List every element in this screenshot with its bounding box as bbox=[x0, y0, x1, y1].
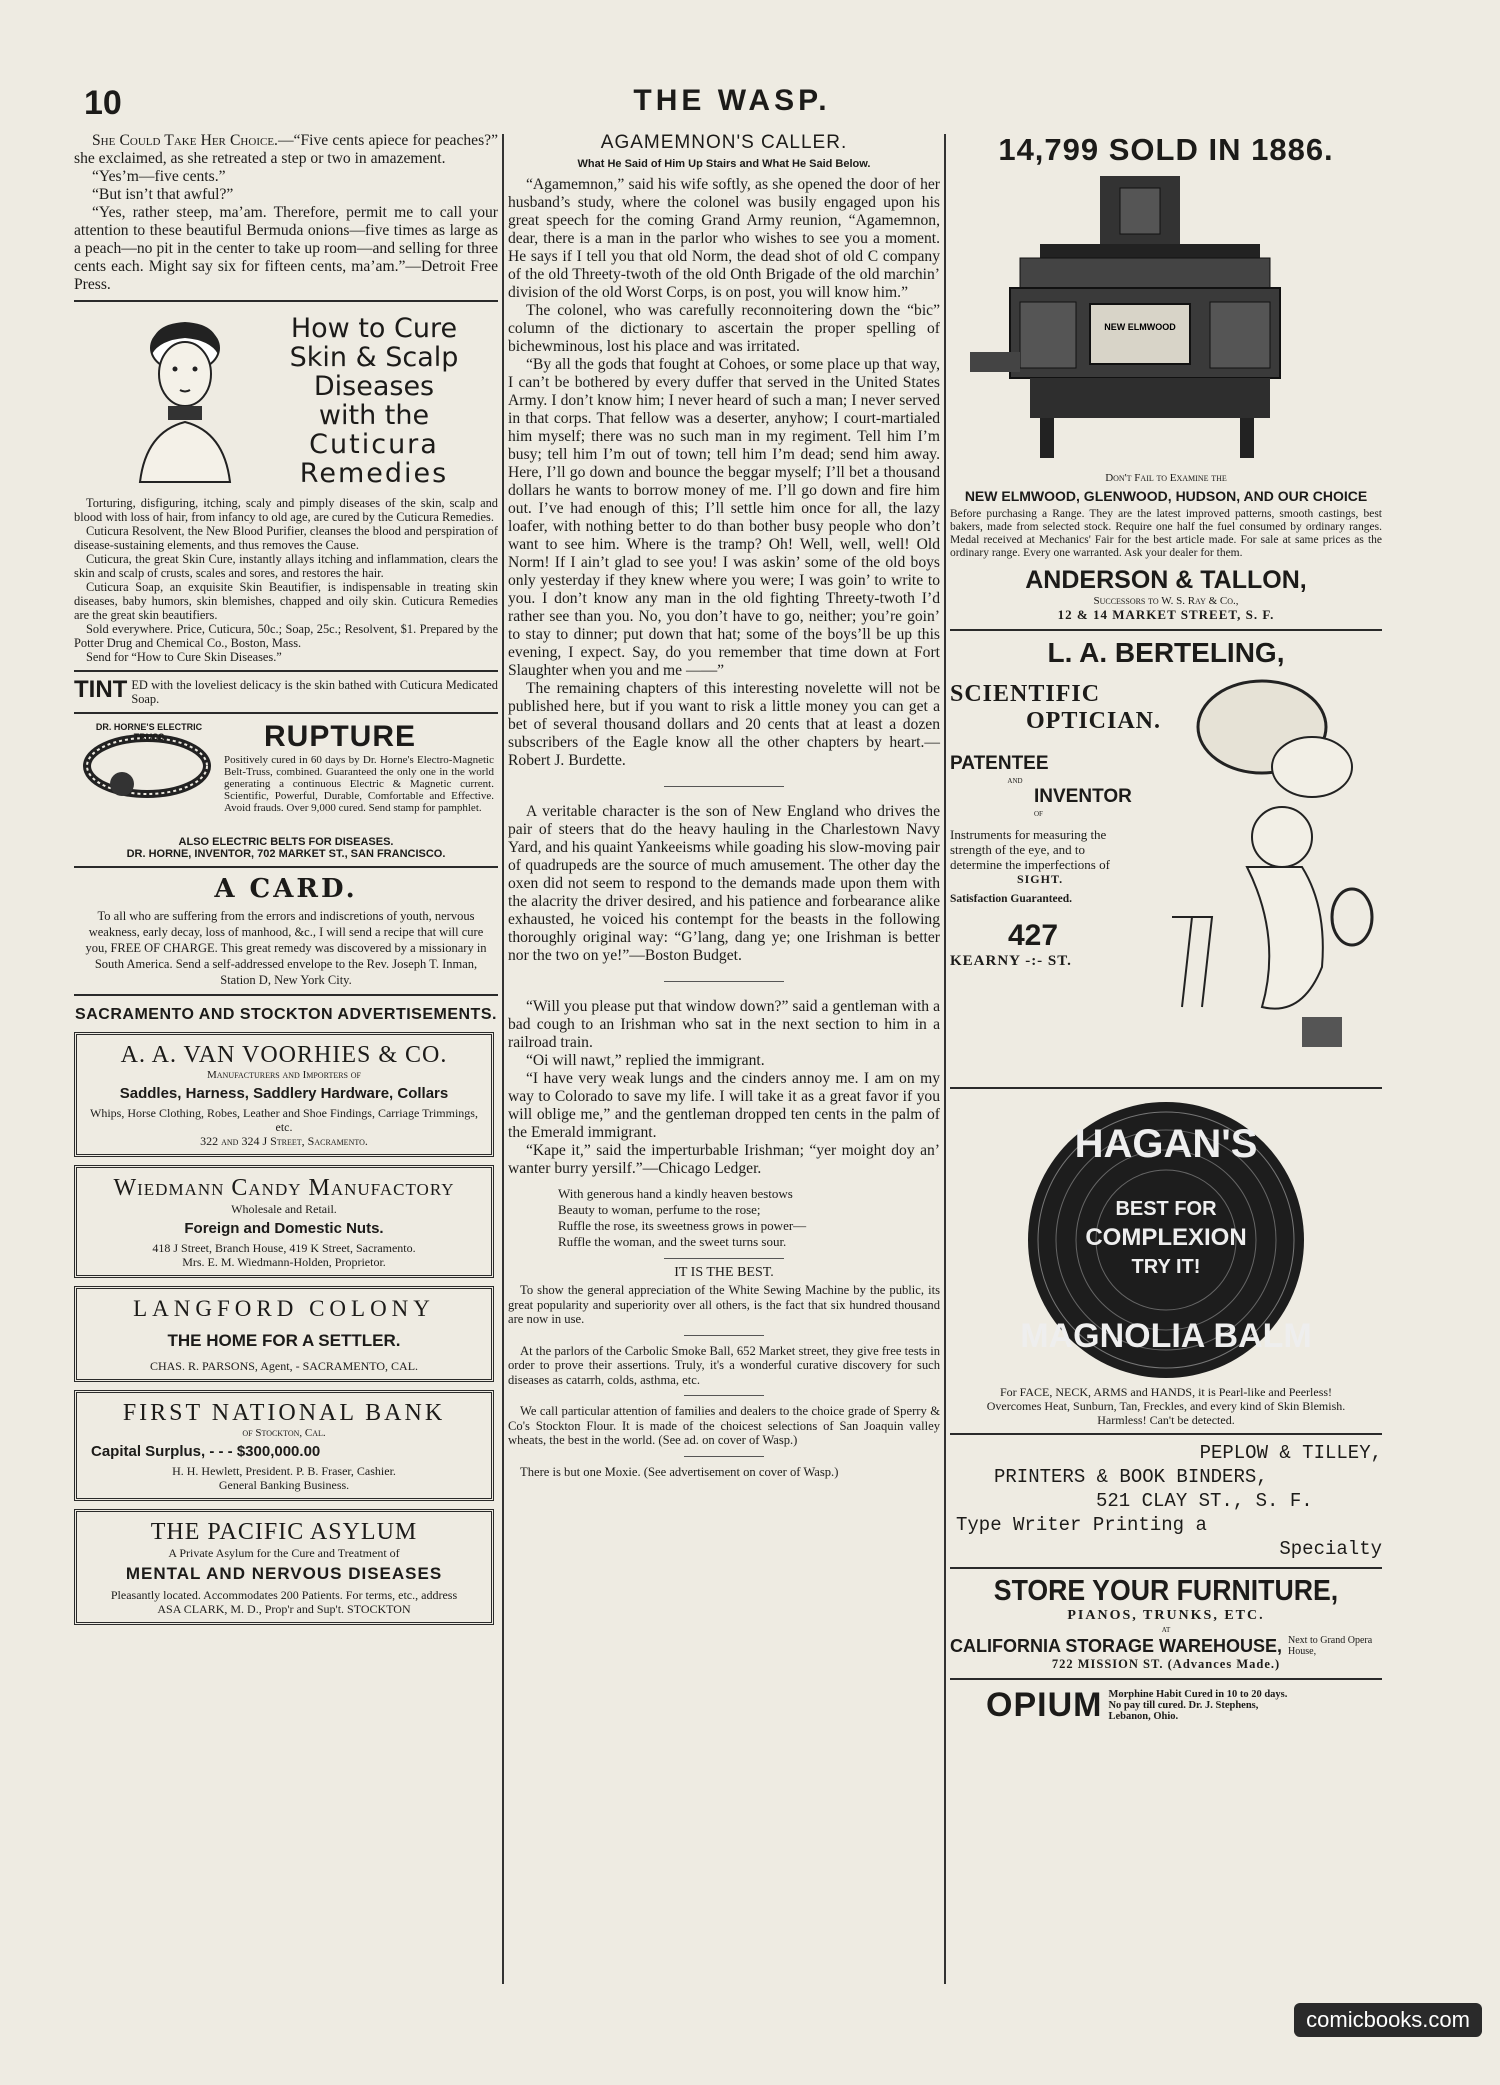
card-title: A CARD. bbox=[214, 874, 358, 904]
cuticura-para: Cuticura Soap, an exquisite Skin Beautifier, is indispensable in treating skin diseases, baby humors, skin blemishes, chapped and oily skin. Cuticura Remedies are the great skin beautifiers. bbox=[74, 580, 498, 622]
optician-line: PATENTEE bbox=[950, 753, 1049, 774]
page-number: 10 bbox=[84, 84, 122, 122]
hagan-ad bbox=[950, 1095, 1382, 1385]
rupture-title: RUPTURE bbox=[264, 720, 417, 753]
seal-line: BEST FOR bbox=[1115, 1198, 1217, 1220]
short-rule bbox=[664, 1258, 784, 1259]
optician-line: OPTICIAN. bbox=[1026, 708, 1162, 734]
woman-portrait-illustration bbox=[130, 314, 240, 484]
story-para: “Agamemnon,” said his wife softly, as she opened the door of her husband’s study, where the colonel was busily engaged upon his great speech for the coming Grand Army reunion, “Agamemnon, dear, there is a man in the parlor who wishes to see you a moment. He says if I tell you that old Norm, the dead shot of old C company of the old Threety-twoth of the old Onth Brigade of the old marchin’ division of the old Worst Corps, is on post, you will know him.” bbox=[508, 176, 940, 301]
poem-line: Beauty to woman, perfume to the rose; bbox=[558, 1202, 761, 1217]
story-para: “Will you please put that window down?” said a gentleman with a bad cough to an Irishman who sat in the next section to him in a railroad train. bbox=[508, 998, 940, 1051]
divider bbox=[950, 629, 1382, 631]
stove-headline: 14,799 SOLD IN 1886. bbox=[998, 132, 1334, 167]
optician-and: and bbox=[1007, 775, 1023, 786]
divider bbox=[74, 712, 498, 714]
column-left bbox=[74, 132, 498, 1633]
stove-models: NEW ELMWOOD, GLENWOOD, HUDSON, AND OUR CHOICE bbox=[964, 488, 1368, 504]
rupture-address: DR. HORNE, INVENTOR, 702 MARKET ST., SAN FRANCISCO. bbox=[126, 848, 446, 860]
note-para: To show the general appreciation of the White Sewing Machine by the public, its great popularity and superiority over all others, is the fact that six hundred thousand are now in use. bbox=[508, 1283, 940, 1326]
cuticura-para: Cuticura, the great Skin Cure, instantly allays itching and inflammation, clears the skin and scalp of crusts, scales and sores, and restores the hair. bbox=[74, 552, 498, 580]
cuticura-para: Send for “How to Cure Skin Diseases.” bbox=[86, 650, 282, 664]
ad-title: A. A. VAN VOORHIES & CO. bbox=[120, 1042, 448, 1068]
choice-line: “But isn’t that awful?” bbox=[92, 186, 234, 203]
article-title: AGAMEMNON'S CALLER. bbox=[600, 132, 848, 153]
article-subtitle: What He Said of Him Up Stairs and What He Said Below. bbox=[577, 158, 871, 170]
printers-line: PRINTERS & BOOK BINDERS, bbox=[994, 1466, 1268, 1488]
divider bbox=[74, 670, 498, 672]
divider bbox=[950, 1087, 1382, 1089]
agamemnon-story bbox=[508, 176, 940, 770]
note-para: At the parlors of the Carbolic Smoke Ball, 652 Market street, they give free tests in order to prove their assertions. Truly, it's a wonderful curative discovery for such diseases as catarrh, colds, asthma, etc. bbox=[508, 1343, 940, 1387]
storage-ad bbox=[950, 1575, 1382, 1672]
choice-body: —“Five cents apiece for peaches?” she exclaimed, as she retreated a step or two in amazement. bbox=[74, 132, 498, 167]
optician-description: Instruments for measuring the strength of the eye, and to determine the imperfections of bbox=[950, 827, 1110, 872]
storage-items: PIANOS, TRUNKS, ETC. bbox=[1067, 1608, 1265, 1623]
ad-line: THE HOME FOR A SETTLER. bbox=[167, 1331, 401, 1350]
window-story bbox=[508, 998, 940, 1178]
opium-ad bbox=[986, 1686, 1382, 1725]
masthead-title: THE WASP. bbox=[633, 84, 831, 117]
ad-small: H. H. Hewlett, President. P. B. Fraser, Cashier. bbox=[172, 1464, 396, 1478]
column-rule-right bbox=[944, 134, 946, 1984]
story-para: “I have very weak lungs and the cinders annoy me. I am on my way to Colorado to save my life. I will take it as a great favor if you will oblige me,” and the gentleman dropped ten cents in the palm of the Emerald immigrant. bbox=[508, 1070, 940, 1141]
ad-langford bbox=[74, 1286, 494, 1382]
brand-name: HAGAN'S bbox=[1074, 1122, 1258, 1166]
ad-line: MENTAL AND NERVOUS DISEASES bbox=[125, 1564, 443, 1583]
ad-address: ASA CLARK, M. D., Prop'r and Sup't. STOCKTON bbox=[157, 1602, 411, 1616]
story-para: The remaining chapters of this interesting novelette will not be published here, but if you want to risk a little money you can get a bet of several thousand dollars and 20 cents that at least a dozen subscribers of the Eagle know all the other chapters by heart.—Robert J. Burdette. bbox=[508, 680, 940, 769]
ad-subtitle: Manufacturers and Importers of bbox=[207, 1069, 361, 1081]
short-rule bbox=[664, 981, 784, 982]
printers-line: 521 CLAY ST., S. F. bbox=[1096, 1490, 1313, 1512]
storage-at: at bbox=[1161, 1624, 1171, 1635]
product-name: MAGNOLIA BALM bbox=[1020, 1317, 1312, 1355]
best-title: IT IS THE BEST. bbox=[674, 1265, 774, 1280]
best-notes bbox=[508, 1283, 940, 1479]
choice-line: “Yes, rather steep, ma’am. Therefore, permit me to call your attention to these beautiful Bermuda onions—five times as large as a peach—no pit in the center to take up room—and selling for three cents each. Might say six for fifteen cents, ma’am.”—Detroit Free Press. bbox=[74, 204, 498, 293]
seal-line: COMPLEXION bbox=[1085, 1224, 1247, 1251]
card-text: To all who are suffering from the errors and indiscretions of youth, nervous weakness, early decay, loss of manhood, &c., I will send a recipe that will cure you, FREE OF CHARGE. This great remedy was discovered by a missionary in South America. Send a self-addressed envelope to the Rev. Joseph T. Inman, Station D, New York City. bbox=[85, 909, 487, 987]
ad-pacific-asylum bbox=[74, 1509, 494, 1625]
stove-successors: Successors to W. S. Ray & Co., bbox=[1093, 595, 1239, 607]
story-para: A veritable character is the son of New England who drives the pair of steers that do the heavy hauling in the Charlestown Navy Yard, and his quaint Yankeeisms while goading his slow-moving pair of quadrupeds are the source of much amusement. The other day the oxen did not seem to respond to the demands made upon them with the alacrity the driver desired, and his patience and forbearance alike exhausted, he voiced his contempt for the beasts in the following thoroughly original way: “G’lang, dang ye; one Irishman is better nor the two on ye!”—Boston Budget. bbox=[508, 803, 940, 964]
optician-line: SCIENTIFIC bbox=[950, 681, 1101, 707]
ad-subtitle: A Private Asylum for the Cure and Treatment of bbox=[168, 1546, 400, 1560]
optician-text bbox=[950, 681, 1160, 970]
stove-firm: ANDERSON & TALLON, bbox=[1025, 566, 1307, 594]
cuticura-para: Torturing, disfiguring, itching, scaly and pimply diseases of the skin, scalp and blood with loss of hair, from infancy to old age, are cured by the Cuticura Remedies. bbox=[74, 496, 498, 524]
stove-caption: Don't Fail to Examine the bbox=[1105, 472, 1227, 484]
note-para: We call particular attention of families and dealers to the choice grade of Sperry & Co's Stockton Flour. It is made of the choicest selections of San Joaquin valley wheats, the best in the world. (See ad. on cover of Wasp.) bbox=[508, 1404, 940, 1447]
divider bbox=[74, 994, 498, 996]
storage-title: STORE YOUR FURNITURE, bbox=[993, 1575, 1339, 1607]
optician-sight: SIGHT. bbox=[1016, 872, 1064, 886]
headline-line: Diseases bbox=[313, 371, 435, 402]
tint-big-word: TINT bbox=[74, 676, 128, 703]
poem-line: With generous hand a kindly heaven bestows bbox=[558, 1186, 793, 1201]
column-middle bbox=[508, 132, 940, 1479]
ad-address: General Banking Business. bbox=[218, 1478, 350, 1492]
storage-name: CALIFORNIA STORAGE WAREHOUSE, bbox=[950, 1635, 1283, 1656]
poem-line: Ruffle the woman, and the sweet turns sour. bbox=[558, 1234, 787, 1249]
card-ad bbox=[74, 874, 498, 988]
cuticura-para: Cuticura Resolvent, the New Blood Purifier, cleanses the blood and perspiration of disease-sustaining elements, and thus removes the Cause. bbox=[74, 524, 498, 552]
story-para: The colonel, who was carefully reconnoitering down the “bic” column of the dictionary to ascertain the proper spelling of bichewminous, lost his place and was irritated. bbox=[508, 302, 940, 355]
ad-small: 418 J Street, Branch House, 419 K Street, Sacramento. bbox=[152, 1241, 416, 1255]
cuticura-para: Sold everywhere. Price, Cuticura, 50c.; Soap, 25c.; Resolvent, $1. Prepared by the Potter Drug and Chemical Co., Boston, Mass. bbox=[74, 622, 498, 650]
choice-line: “Yes’m—five cents.” bbox=[92, 168, 226, 185]
headline-line: with the bbox=[318, 400, 430, 431]
tint-text: ED with the loveliest delicacy is the skin bathed with Cuticura Medicated Soap. bbox=[131, 678, 498, 706]
ad-wiedmann bbox=[74, 1165, 494, 1278]
optician-line: INVENTOR bbox=[1034, 786, 1132, 807]
ad-line: Foreign and Domestic Nuts. bbox=[184, 1220, 384, 1237]
story-para: “Kape it,” said the imperturbable Irishman; “yer moight doy an’ wanter burry yersilf.”—Chicago Ledger. bbox=[508, 1142, 940, 1177]
headline-line: Skin & Scalp bbox=[289, 342, 459, 373]
column-rule-left bbox=[502, 134, 504, 1984]
cherub-with-lenses-illustration bbox=[1152, 677, 1382, 1077]
hagan-text: For FACE, NECK, ARMS and HANDS, it is Pearl-like and Peerless! Overcomes Heat, Sunburn, Tan, Freckles, and every kind of Skin Blemish. Harmless! Can't be detected. bbox=[986, 1385, 1346, 1427]
optician-street: KEARNY -:- ST. bbox=[950, 953, 1072, 969]
optician-guarantee: Satisfaction Guaranteed. bbox=[950, 893, 1073, 905]
kitchen-range-illustration bbox=[950, 172, 1382, 472]
short-rule bbox=[684, 1456, 764, 1457]
section-title: SACRAMENTO AND STOCKTON ADVERTISEMENTS. bbox=[75, 1006, 497, 1023]
short-rule bbox=[684, 1395, 764, 1396]
note-para: There is but one Moxie. (See advertisement on cover of Wasp.) bbox=[520, 1464, 839, 1479]
divider bbox=[950, 1678, 1382, 1680]
ad-address: 322 and 324 J Street, Sacramento. bbox=[200, 1134, 368, 1148]
ad-line: Saddles, Harness, Saddlery Hardware, Collars bbox=[119, 1085, 449, 1102]
printers-ad bbox=[950, 1441, 1382, 1561]
stove-plate: NEW ELMWOOD bbox=[1104, 322, 1176, 332]
cuticura-ad bbox=[74, 308, 498, 496]
stove-address: 12 & 14 MARKET STREET, S. F. bbox=[1057, 607, 1275, 622]
optician-number: 427 bbox=[1008, 919, 1059, 952]
opium-text: Morphine Habit Cured in 10 to 20 days. No pay till cured. Dr. J. Stephens, Lebanon, Ohio. bbox=[1108, 1689, 1288, 1722]
story-para: “Oi will nawt,” replied the immigrant. bbox=[526, 1052, 765, 1069]
printers-line: Specialty bbox=[1279, 1538, 1382, 1560]
poem bbox=[558, 1186, 940, 1250]
ad-subtitle: of Stockton, Cal. bbox=[242, 1427, 326, 1439]
storage-address: 722 MISSION ST. (Advances Made.) bbox=[1051, 1657, 1281, 1671]
cuticura-copy bbox=[74, 496, 498, 664]
ad-small: Pleasantly located. Accommodates 200 Patients. For terms, etc., address bbox=[110, 1588, 458, 1602]
optician-name: L. A. BERTELING, bbox=[1047, 637, 1285, 668]
rupture-also: ALSO ELECTRIC BELTS FOR DISEASES. bbox=[178, 836, 394, 848]
optician-ad bbox=[950, 637, 1382, 1077]
ad-van-voorhies bbox=[74, 1032, 494, 1157]
oxen-story bbox=[508, 803, 940, 965]
ad-title: Wiedmann Candy Manufactory bbox=[113, 1175, 455, 1201]
opium-big-word: OPIUM bbox=[986, 1686, 1103, 1724]
ad-address: Mrs. E. M. Wiedmann-Holden, Proprietor. bbox=[182, 1255, 386, 1269]
ad-title: THE PACIFIC ASYLUM bbox=[150, 1519, 418, 1545]
story-para: “By all the gods that fought at Cohoes, or some place up that way, I can’t be bothered by every duffer that served in the United States Army. I don’t know him; I never heard of such a man; I never served in that corps. That fellow was a deserter, anyhow; I court-martialed him myself; there was no such man in my regiment. Tell him I’m busy; tell him I’m out of town; tell him I’m dead; send him away. Here, I’ll go down and bounce the beggar myself; I’ll bet a thousand dollars he wants to borrow money of me. I’ll go down and fire him out. I’ve had enough of this; I’ll settle him once for all, the lazy loafer, with nothing better to do than bother busy people who don’t want to see him. Where is the tramp? Oh! Well, well, well! Old Norm! If I ain’t glad to see you! I was askin’ some of the old boys only yesterday if they knew where you were; I was goin’ to write to you. I don’t know any man in the old fighting Threety-twoth I’d rather see than you. No, you don’t have to go, neither; you’re goin’ to stay to dinner; put down that hat; some of the boys’ll be up this evening, I expect. Say, do you remember that time down at Fort Slaughter when you and me ——” bbox=[508, 356, 940, 679]
short-rule bbox=[684, 1335, 764, 1336]
ad-small: Whips, Horse Clothing, Robes, Leather and Shoe Findings, Carriage Trimmings, etc. bbox=[90, 1106, 478, 1134]
divider bbox=[950, 1433, 1382, 1435]
truss-seal-text: DR. HORNE'S ELECTRIC TRUSS bbox=[95, 722, 203, 742]
choice-lead: She Could Take Her Choice. bbox=[92, 132, 278, 149]
printers-line: PEPLOW & TILLEY, bbox=[1199, 1442, 1382, 1464]
site-watermark: comicbooks.com bbox=[1294, 2003, 1482, 2037]
stove-text: Before purchasing a Range. They are the latest improved patterns, smooth castings, best bakers, made from selected stock. Require one half the fuel consumed by ordinary ranges. Medal received at Mechanics' Fair for the best article made. For sale at same prices as the ordinary range. Every one warranted. Ask your dealer for them. bbox=[950, 508, 1382, 559]
magnolia-balm-seal bbox=[950, 1095, 1382, 1385]
poem-line: Ruffle the rose, its sweetness grows in power— bbox=[558, 1218, 807, 1233]
divider bbox=[950, 1567, 1382, 1569]
ad-title: LANGFORD COLONY bbox=[133, 1296, 435, 1321]
optician-of: of bbox=[1034, 808, 1043, 819]
printers-line: Type Writer Printing a bbox=[956, 1514, 1207, 1536]
headline-line: Cuticura bbox=[309, 429, 439, 460]
rupture-text: Positively cured in 60 days by Dr. Horne's Electro-Magnetic Belt-Truss, combined. Guaranteed the only one in the world generating a continuous Electric & Magnetic current. Scientific, Powerful, Durable, Comfortable and Effective. Avoid frauds. Over 9,000 cured. Send stamp for pamphlet. bbox=[224, 754, 494, 814]
rupture-ad bbox=[74, 720, 498, 836]
page-header bbox=[84, 84, 1380, 124]
ad-title: FIRST NATIONAL BANK bbox=[122, 1400, 446, 1426]
headline-line: Remedies bbox=[299, 458, 449, 489]
short-rule bbox=[664, 786, 784, 787]
storage-next: Next to Grand Opera House, bbox=[1288, 1635, 1373, 1657]
ad-subtitle: Wholesale and Retail. bbox=[231, 1202, 337, 1216]
cuticura-headline bbox=[254, 314, 494, 488]
headline-line: How to Cure bbox=[290, 313, 458, 344]
tint-ad bbox=[74, 678, 498, 706]
choice-story bbox=[74, 132, 498, 294]
divider bbox=[74, 866, 498, 868]
ad-line: Capital Surplus, - - - $300,000.00 bbox=[91, 1443, 321, 1460]
column-right bbox=[950, 132, 1382, 1725]
ad-address: CHAS. R. PARSONS, Agent, - SACRAMENTO, CAL. bbox=[149, 1359, 419, 1373]
divider bbox=[74, 300, 498, 302]
seal-line: TRY IT! bbox=[1131, 1256, 1201, 1278]
ad-first-national bbox=[74, 1390, 494, 1501]
